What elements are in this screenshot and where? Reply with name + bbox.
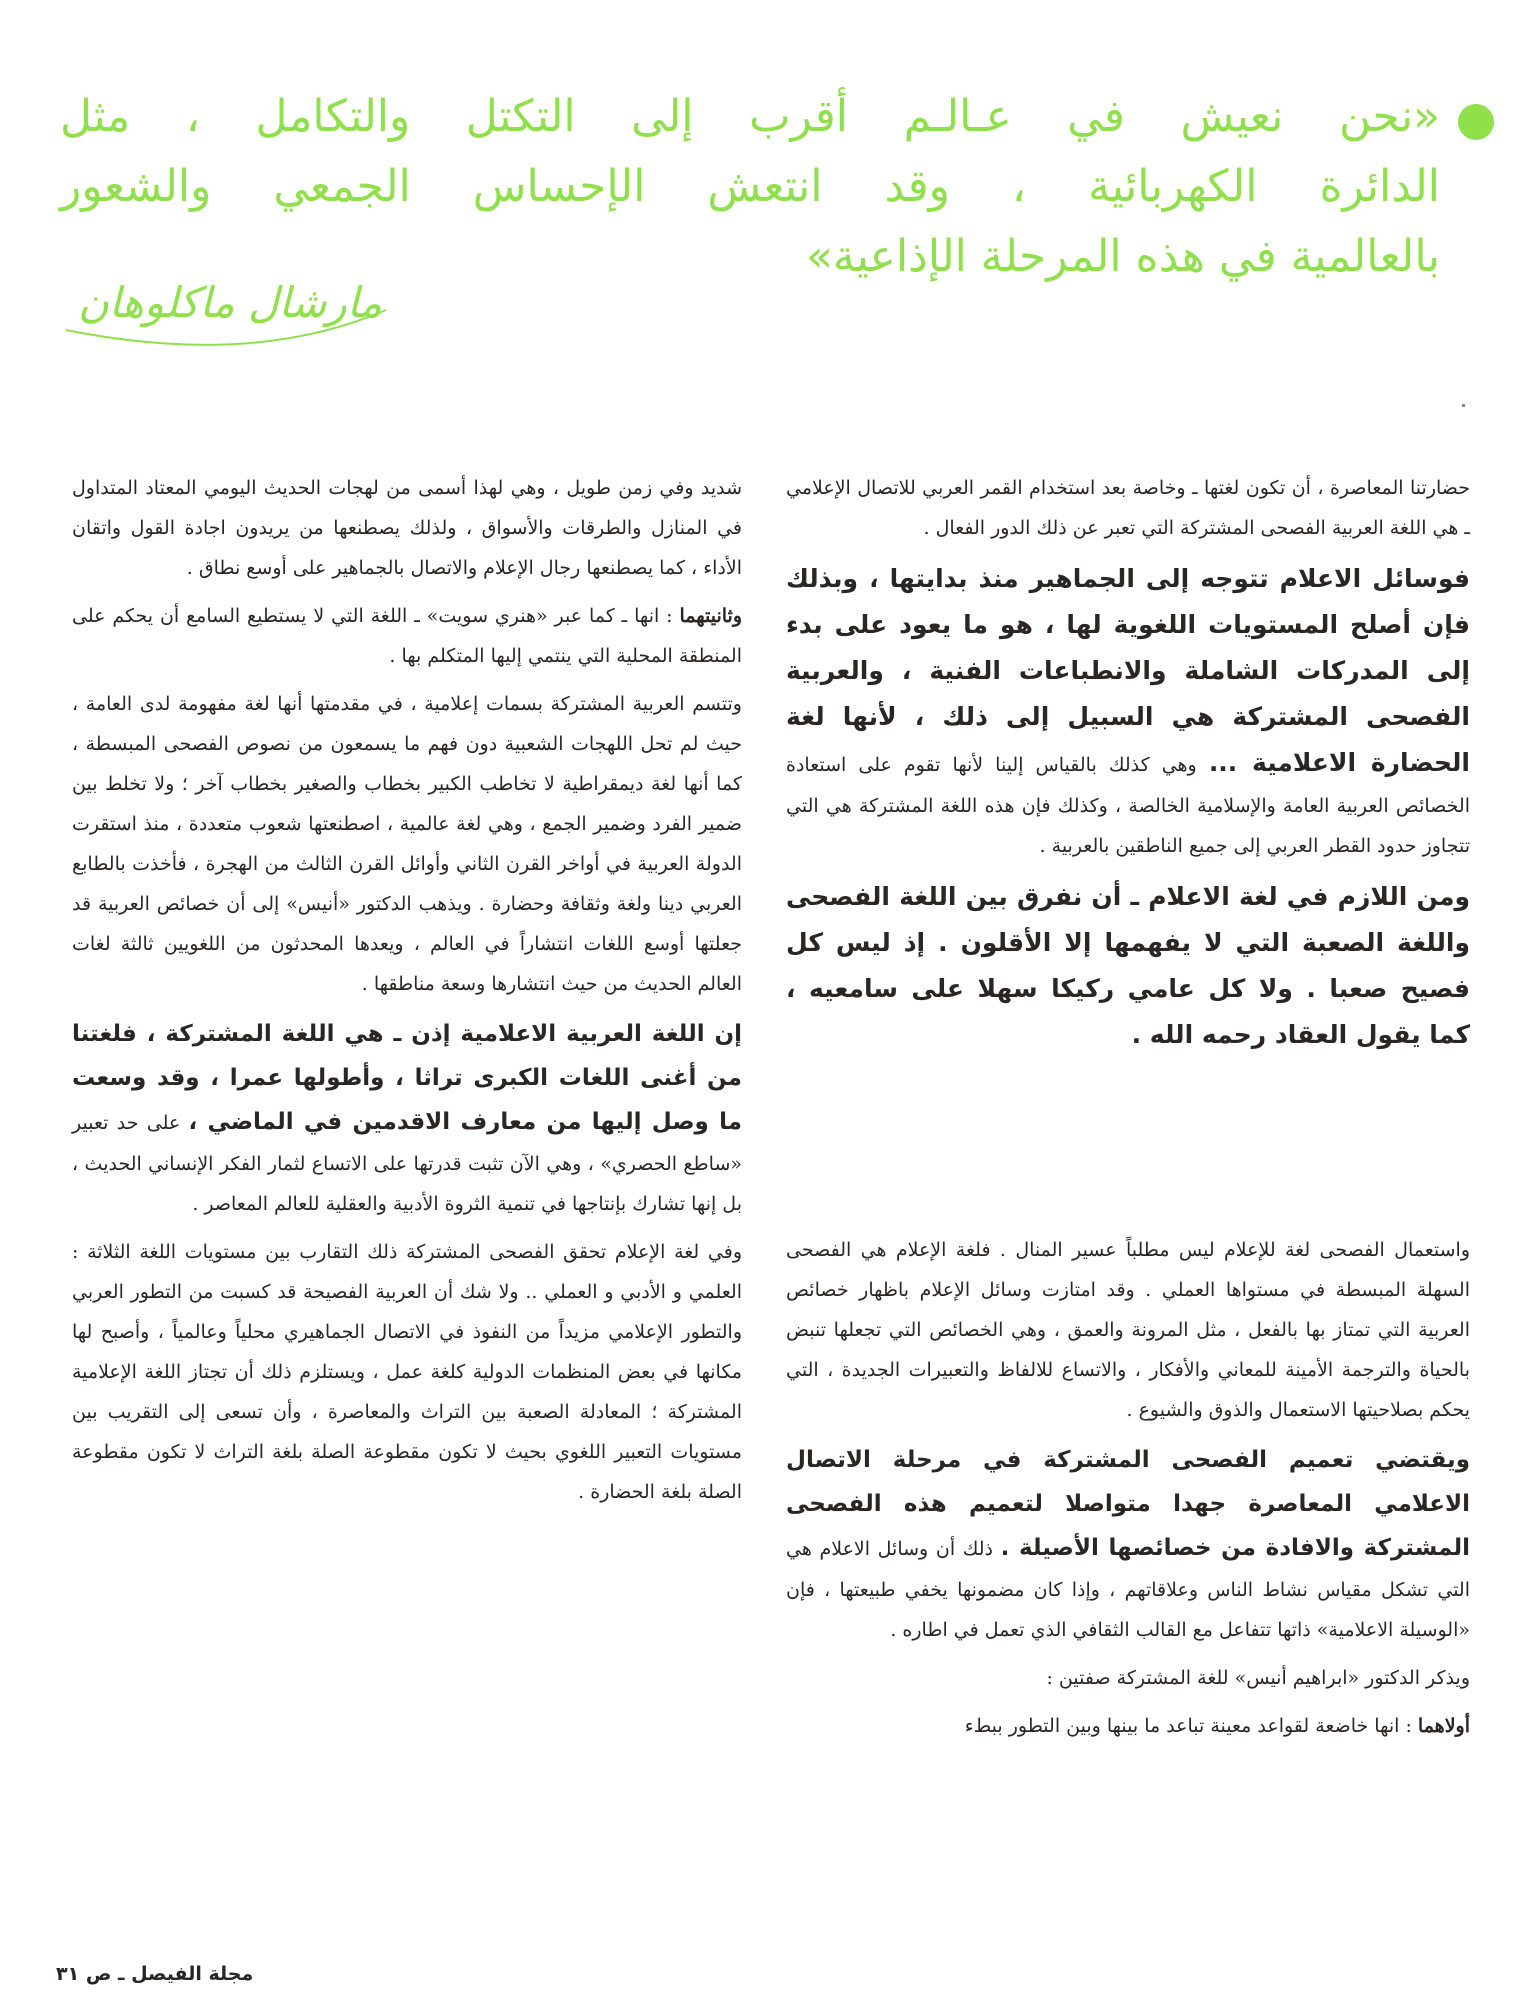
bold-text: ويقتضي تعميم الفصحى المشتركة في مرحلة الاتصال الاعلامي المعاصرة جهدا متواصلا لتعميم هذه الفصحى المشتركة والافادة من خصائصها الأصيلة . <box>786 1447 1470 1561</box>
pull-quote-text <box>60 82 1480 292</box>
quote-author-signature: مارشال ماكلوهان <box>77 278 383 327</box>
body-text: : انها خاضعة لقواعد معينة تباعد ما بينها وبين التطور ببطء <box>964 1715 1418 1737</box>
paragraph <box>786 556 1470 866</box>
paragraph <box>786 1706 1470 1746</box>
print-speck <box>1462 404 1465 407</box>
left-column <box>72 468 742 1520</box>
pull-quote-line: الدائرة الكهربائية ، وقد انتعش الإحساس الجمعي والشعور <box>60 161 1440 212</box>
body-text: على حد تعبير «ساطع الحصري» ، وهي الآن تثبت قدرتها على الاتساع لثمار الفكر الإنساني الحديث ، بل إنها تشارك بإنتاجها في تنمية الثروة الأدبية والعقلية للعالم المعاصر . <box>72 1112 742 1215</box>
paragraph <box>72 596 742 676</box>
right-column-bottom <box>786 1230 1470 1754</box>
body-text: ذلك أن وسائل الاعلام هي التي تشكل مقياس نشاط الناس وعلاقاتهم ، وإذا كان مضمونها يخفي طبيعتها ، فإن «الوسيلة الاعلامية» ذاتها تتفاعل مع القالب الثقافي الذي تعمل في اطاره . <box>786 1538 1470 1641</box>
body-text: وهي كذلك بالقياس إلينا لأنها تقوم على استعادة الخصائص العربية العامة والإسلامية الخالصة ، وكذلك فإن هذه اللغة المشتركة هي التي تتجاوز حدود القطر العربي إلى جميع الناطقين بالعربية . <box>786 754 1470 857</box>
label-text: وثانيتهما <box>679 605 742 627</box>
right-column-top <box>786 468 1470 1066</box>
body-text: : انها ـ كما عبر «هنري سويت» ـ اللغة التي لا يستطيع السامع أن يحكم على المنطقة المحلية التي ينتمي إليها المتكلم بها . <box>72 605 742 667</box>
pull-quote-line: «نحن نعيش في عـالـم أقرب إلى التكتل والتكامل ، مثل <box>60 91 1440 142</box>
signature-swash-icon <box>56 300 396 380</box>
paragraph <box>786 1438 1470 1650</box>
quote-bullet-icon <box>1458 104 1494 140</box>
pull-quote <box>60 82 1480 292</box>
bold-text: إن اللغة العربية الاعلامية إذن ـ هي اللغة المشتركة ، فلغتنا من أغنى اللغات الكبرى تراثا ، وأطولها عمرا ، وقد وسعت ما وصل إليها من معارف الاقدمين في الماضي ، <box>72 1021 742 1135</box>
bold-paragraph: ومن اللازم في لغة الاعلام ـ أن نفرق بين اللغة الفصحى واللغة الصعبة التي لا يفهمها إلا الأقلون . إذ ليس كل فصيح صعبا . ولا كل عامي ركيكا سهلا على سامعيه ، كما يقول العقاد رحمه الله . <box>786 882 1470 1049</box>
bold-text: فوسائل الاعلام تتوجه إلى الجماهير منذ بدايتها ، وبذلك فإن أصلح المستويات اللغوية لها ، هو ما يعود على بدء إلى المدركات الشاملة والانطباعات الفنية ، والعربية الفصحى المشتركة هي السبيل إلى ذلك ، لأنها لغة الحضارة الاعلامية ... <box>786 564 1470 777</box>
paragraph: ويذكر الدكتور «ابراهيم أنيس» للغة المشتركة صفتين : <box>1046 1667 1470 1689</box>
paragraph: واستعمال الفصحى لغة للإعلام ليس مطلباً عسير المنال . فلغة الإعلام هي الفصحى السهلة المبسطة في مستواها العملي . وقد امتازت وسائل الإعلام باظهار خصائص العربية التي تمتاز بها بالفعل ، مثل المرونة والعمق ، وهي الخصائص التي تجعلها تنبض بالحياة والترجمة الأمينة للمعاني والأفكار ، والاتساع للالفاظ والتعبيرات الجديدة ، التي يحكم بصلاحيتها الاستعمال والذوق والشيوع . <box>786 1239 1470 1421</box>
pull-quote-line: بالعالمية في هذه المرحلة الإذاعية» <box>805 231 1440 282</box>
label-text: أولاهما <box>1417 1715 1470 1737</box>
paragraph: شديد وفي زمن طويل ، وهي لهذا أسمى من لهجات الحديث اليومي المعتاد المتداول في المنازل والطرقات والأسواق ، ولذلك يصطنعها من يريدون اجادة القول واتقان الأداء ، كما يصطنعها رجال الإعلام والاتصال بالجماهير على أوسع نطاق . <box>72 477 742 579</box>
paragraph: حضارتنا المعاصرة ، أن تكون لغتها ـ وخاصة بعد استخدام القمر العربي للاتصال الإعلامي ـ هي اللغة العربية الفصحى المشتركة التي تعبر عن ذلك الدور الفعال . <box>786 477 1470 539</box>
paragraph <box>72 1012 742 1224</box>
paragraph: وفي لغة الإعلام تحقق الفصحى المشتركة ذلك التقارب بين مستويات اللغة الثلاثة : العلمي و الأدبي و العملي .. ولا شك أن العربية الفصيحة قد كسبت من التطور العربي والتطور الإعلامي مزيداً من النفوذ في الاتصال الجماهيري محلياً وعالمياً ، وأصبح لها مكانها في بعض المنظمات الدولية كلغة عمل ، ويستلزم ذلك أن تجتاز اللغة الإعلامية المشتركة ؛ المعادلة الصعبة بين التراث والمعاصرة ، وأن تسعى إلى التقريب بين مستويات التعبير اللغوي بحيث لا تكون مقطوعة الصلة بلغة التراث لا تكون مقطوعة الصلة بلغة الحضارة . <box>72 1241 742 1503</box>
page-footer: مجلة الفيصل ـ ص ٣١ <box>56 1963 254 1985</box>
paragraph: وتتسم العربية المشتركة بسمات إعلامية ، في مقدمتها أنها لغة مفهومة لدى العامة ، حيث لم تحل اللهجات الشعبية دون فهم ما يسمعون من نصوص الفصحى المبسطة ، كما أنها لغة ديمقراطية لا تخاطب الكبير بخطاب والصغير بخطاب آخر ؛ ولا تخلط بين ضمير الفرد وضمير الجمع ، وهي لغة عالمية ، اصطنعتها شعوب متعددة ، منذ استقرت الدولة العربية في أواخر القرن الثاني وأوائل القرن الثالث من الهجرة ، فأخذت بالطابع العربي دينا ولغة وثقافة وحضارة . ويذهب الدكتور «أنيس» إلى أن خصائص العربية قد جعلتها أوسع اللغات انتشاراً في العالم ، ويعدها المحدثون من اللغويين ثالثة لغات العالم الحديث من حيث انتشارها وسعة مناطقها . <box>72 693 742 995</box>
